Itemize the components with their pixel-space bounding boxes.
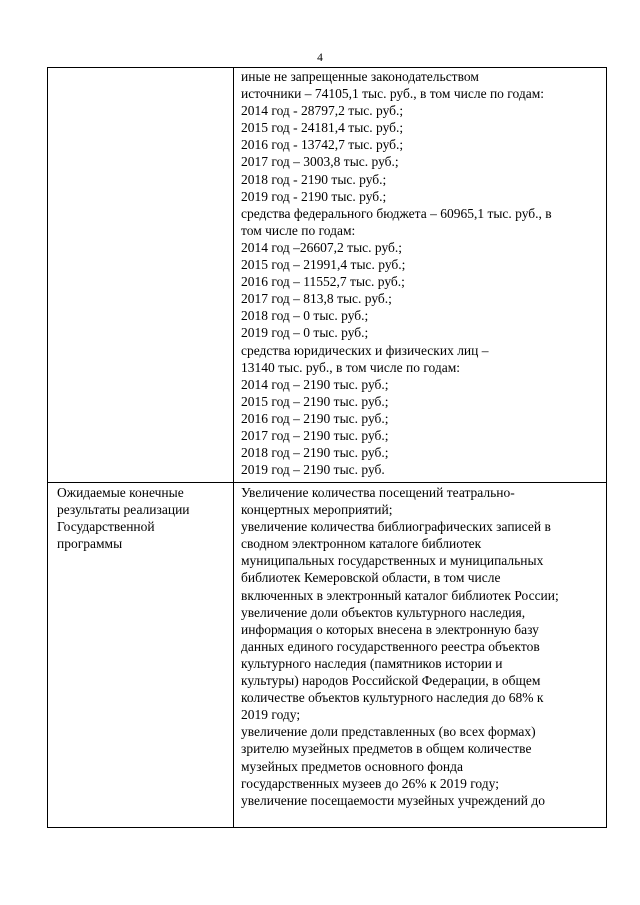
- funding-line: 2018 год – 2190 тыс. руб.;: [241, 445, 389, 461]
- results-line: государственных музеев до 26% к 2019 году;: [241, 775, 499, 791]
- results-line: концертных мероприятий;: [241, 502, 393, 518]
- funding-line: 13140 тыс. руб., в том числе по годам:: [241, 359, 461, 375]
- funding-line: 2018 год – 0 тыс. руб.;: [241, 308, 369, 324]
- expected-results-label: [57, 484, 227, 552]
- funding-line: 2017 год – 813,8 тыс. руб.;: [241, 291, 392, 307]
- funding-line: 2018 год - 2190 тыс. руб.;: [241, 171, 387, 187]
- funding-line: 2017 год – 3003,8 тыс. руб.;: [241, 154, 399, 170]
- results-line: увеличение доли представленных (во всех формах): [241, 724, 536, 740]
- label-line: результаты реализации: [57, 502, 190, 517]
- results-line: культуры) народов Российской Федерации, в общем: [241, 673, 541, 689]
- label-line: Ожидаемые конечные: [57, 485, 184, 500]
- funding-line: источники – 74105,1 тыс. руб., в том числе по годам:: [241, 86, 545, 102]
- funding-line: том числе по годам:: [241, 222, 356, 238]
- results-line: включенных в электронный каталог библиотек России;: [241, 587, 559, 603]
- results-line: 2019 году;: [241, 707, 301, 723]
- funding-sources-cell: [241, 68, 605, 478]
- results-line: Увеличение количества посещений театрально-: [241, 485, 515, 500]
- results-line: количестве объектов культурного наследия до 68% к: [241, 690, 544, 706]
- funding-line: 2014 год –26607,2 тыс. руб.;: [241, 239, 403, 255]
- results-line: увеличение количества библиографических записей в: [241, 519, 551, 535]
- label-line: Государственной: [57, 519, 155, 534]
- results-line: данных единого государственного реестра объектов: [241, 638, 540, 654]
- funding-line: 2017 год – 2190 тыс. руб.;: [241, 427, 389, 443]
- page-number: 4: [317, 52, 323, 64]
- funding-line: 2015 год – 2190 тыс. руб.;: [241, 393, 389, 409]
- expected-results-cell: [241, 484, 605, 809]
- program-passport-table: [47, 67, 607, 828]
- funding-line: 2019 год – 2190 тыс. руб.: [241, 462, 385, 478]
- funding-line: 2016 год – 2190 тыс. руб.;: [241, 410, 389, 426]
- funding-line: 2016 год – 11552,7 тыс. руб.;: [241, 274, 405, 290]
- results-line: увеличение доли объектов культурного наследия,: [241, 604, 526, 620]
- label-line: программы: [57, 536, 123, 551]
- results-line: музейных предметов основного фонда: [241, 758, 463, 774]
- funding-line: средства федерального бюджета – 60965,1 тыс. руб., в: [241, 205, 552, 221]
- results-line: информация о которых внесена в электронную базу: [241, 621, 539, 637]
- column-divider: [233, 68, 234, 827]
- results-line: увеличение посещаемости музейных учреждений до: [241, 792, 545, 808]
- funding-line: 2019 год – 0 тыс. руб.;: [241, 325, 369, 341]
- results-line: библиотек Кемеровской области, в том числе: [241, 570, 501, 586]
- funding-line: средства юридических и физических лиц –: [241, 342, 489, 358]
- results-line: муниципальных государственных и муниципальных: [241, 553, 544, 569]
- funding-line: 2015 год - 24181,4 тыс. руб.;: [241, 120, 404, 136]
- results-line: сводном электронном каталоге библиотек: [241, 536, 482, 552]
- funding-line: 2014 год – 2190 тыс. руб.;: [241, 376, 389, 392]
- results-line: зрителю музейных предметов в общем количестве: [241, 741, 532, 757]
- row-divider: [48, 482, 606, 483]
- funding-line: 2015 год – 21991,4 тыс. руб.;: [241, 257, 406, 273]
- results-line: культурного наследия (памятников истории и: [241, 655, 503, 671]
- funding-line: 2014 год - 28797,2 тыс. руб.;: [241, 103, 404, 119]
- funding-line: иные не запрещенные законодательством: [241, 69, 479, 84]
- funding-line: 2016 год - 13742,7 тыс. руб.;: [241, 137, 404, 153]
- funding-line: 2019 год - 2190 тыс. руб.;: [241, 188, 387, 204]
